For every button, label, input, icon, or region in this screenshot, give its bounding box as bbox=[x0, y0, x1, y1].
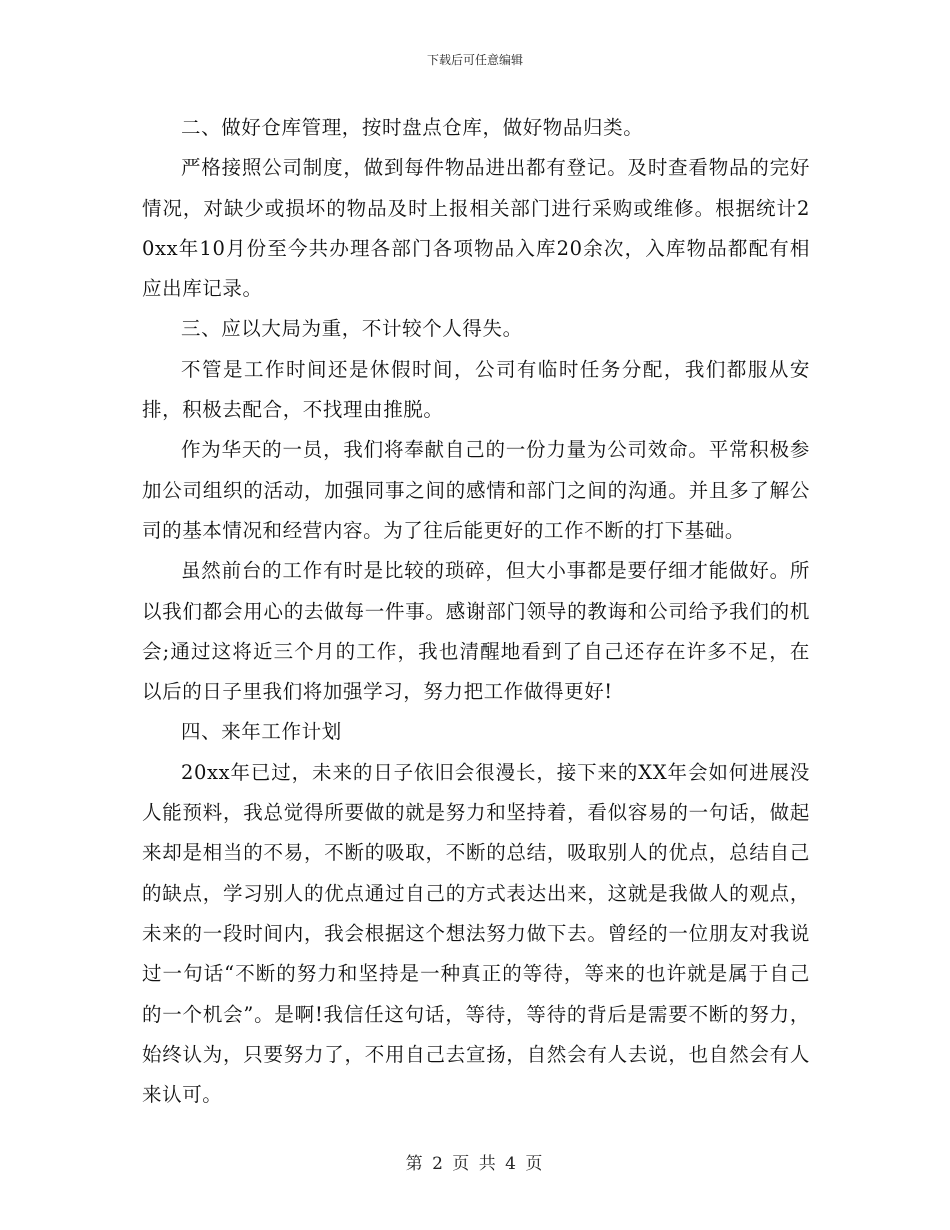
paragraph-front-desk: 虽然前台的工作有时是比较的琐碎，但大小事都是要仔细才能做好。所以我们都会用心的去做每一件事。感谢部门领导的教诲和公司给予我们的机会;通过这将近三个月的工作，我也清醒地看到了自己还存在许多不足，在以后的日子里我们将加强学习，努力把工作做得更好! bbox=[142, 559, 810, 704]
section-heading-big-picture: 三、应以大局为重，不计较个人得失。 bbox=[181, 317, 523, 341]
section-heading-warehouse: 二、做好仓库管理，按时盘点仓库，做好物品归类。 bbox=[181, 116, 644, 139]
paragraph-team-member: 作为华天的一员，我们将奉献自己的一份力量为公司效命。平常积极参加公司组织的活动，加强同事之间的感情和部门之间的沟通。并且多了解公司的基本情况和经营内容。为了往后能更好的工作不断的打下基础。 bbox=[142, 438, 810, 542]
page-number: 第 2 页 共 4 页 bbox=[405, 1154, 545, 1174]
paragraph-obey-arrangements: 不管是工作时间还是休假时间，公司有临时任务分配，我们都服从安排，积极去配合，不找理由推脱。 bbox=[142, 357, 810, 422]
section-heading-next-year-plan: 四、来年工作计划 bbox=[181, 720, 342, 744]
page-header-note: 下载后可任意编辑 bbox=[426, 53, 523, 67]
paragraph-next-year-plan: 20xx年已过，未来的日子依旧会很漫长，接下来的XX年会如何进展没人能预料，我总觉得所要做的就是努力和坚持着，看似容易的一句话，做起来却是相当的不易，不断的吸取，不断的总结，吸取别人的优点，总结自己的缺点，学习别人的优点通过自己的方式表达出来，这就是我做人的观点，未来的一段时间内，我会根据这个想法努力做下去。曾经的一位朋友对我说过一句话“不断的努力和坚持是一种真正的等待，等来的也许就是属于自己的一个机会”。是啊!我信任这句话，等待，等待的背后是需要不断的努力，始终认为，只要努力了，不用自己去宣扬，自然会有人去说，也自然会有人来认可。 bbox=[142, 760, 810, 1107]
paragraph-warehouse-details: 严格接照公司制度，做到每件物品进出都有登记。及时查看物品的完好情况，对缺少或损坏的物品及时上报相关部门进行采购或维修。根据统计20xx年10月份至今共办理各部门各项物品入库20余次，入库物品都配有相应出库记录。 bbox=[142, 156, 810, 301]
document-body bbox=[142, 108, 810, 1115]
